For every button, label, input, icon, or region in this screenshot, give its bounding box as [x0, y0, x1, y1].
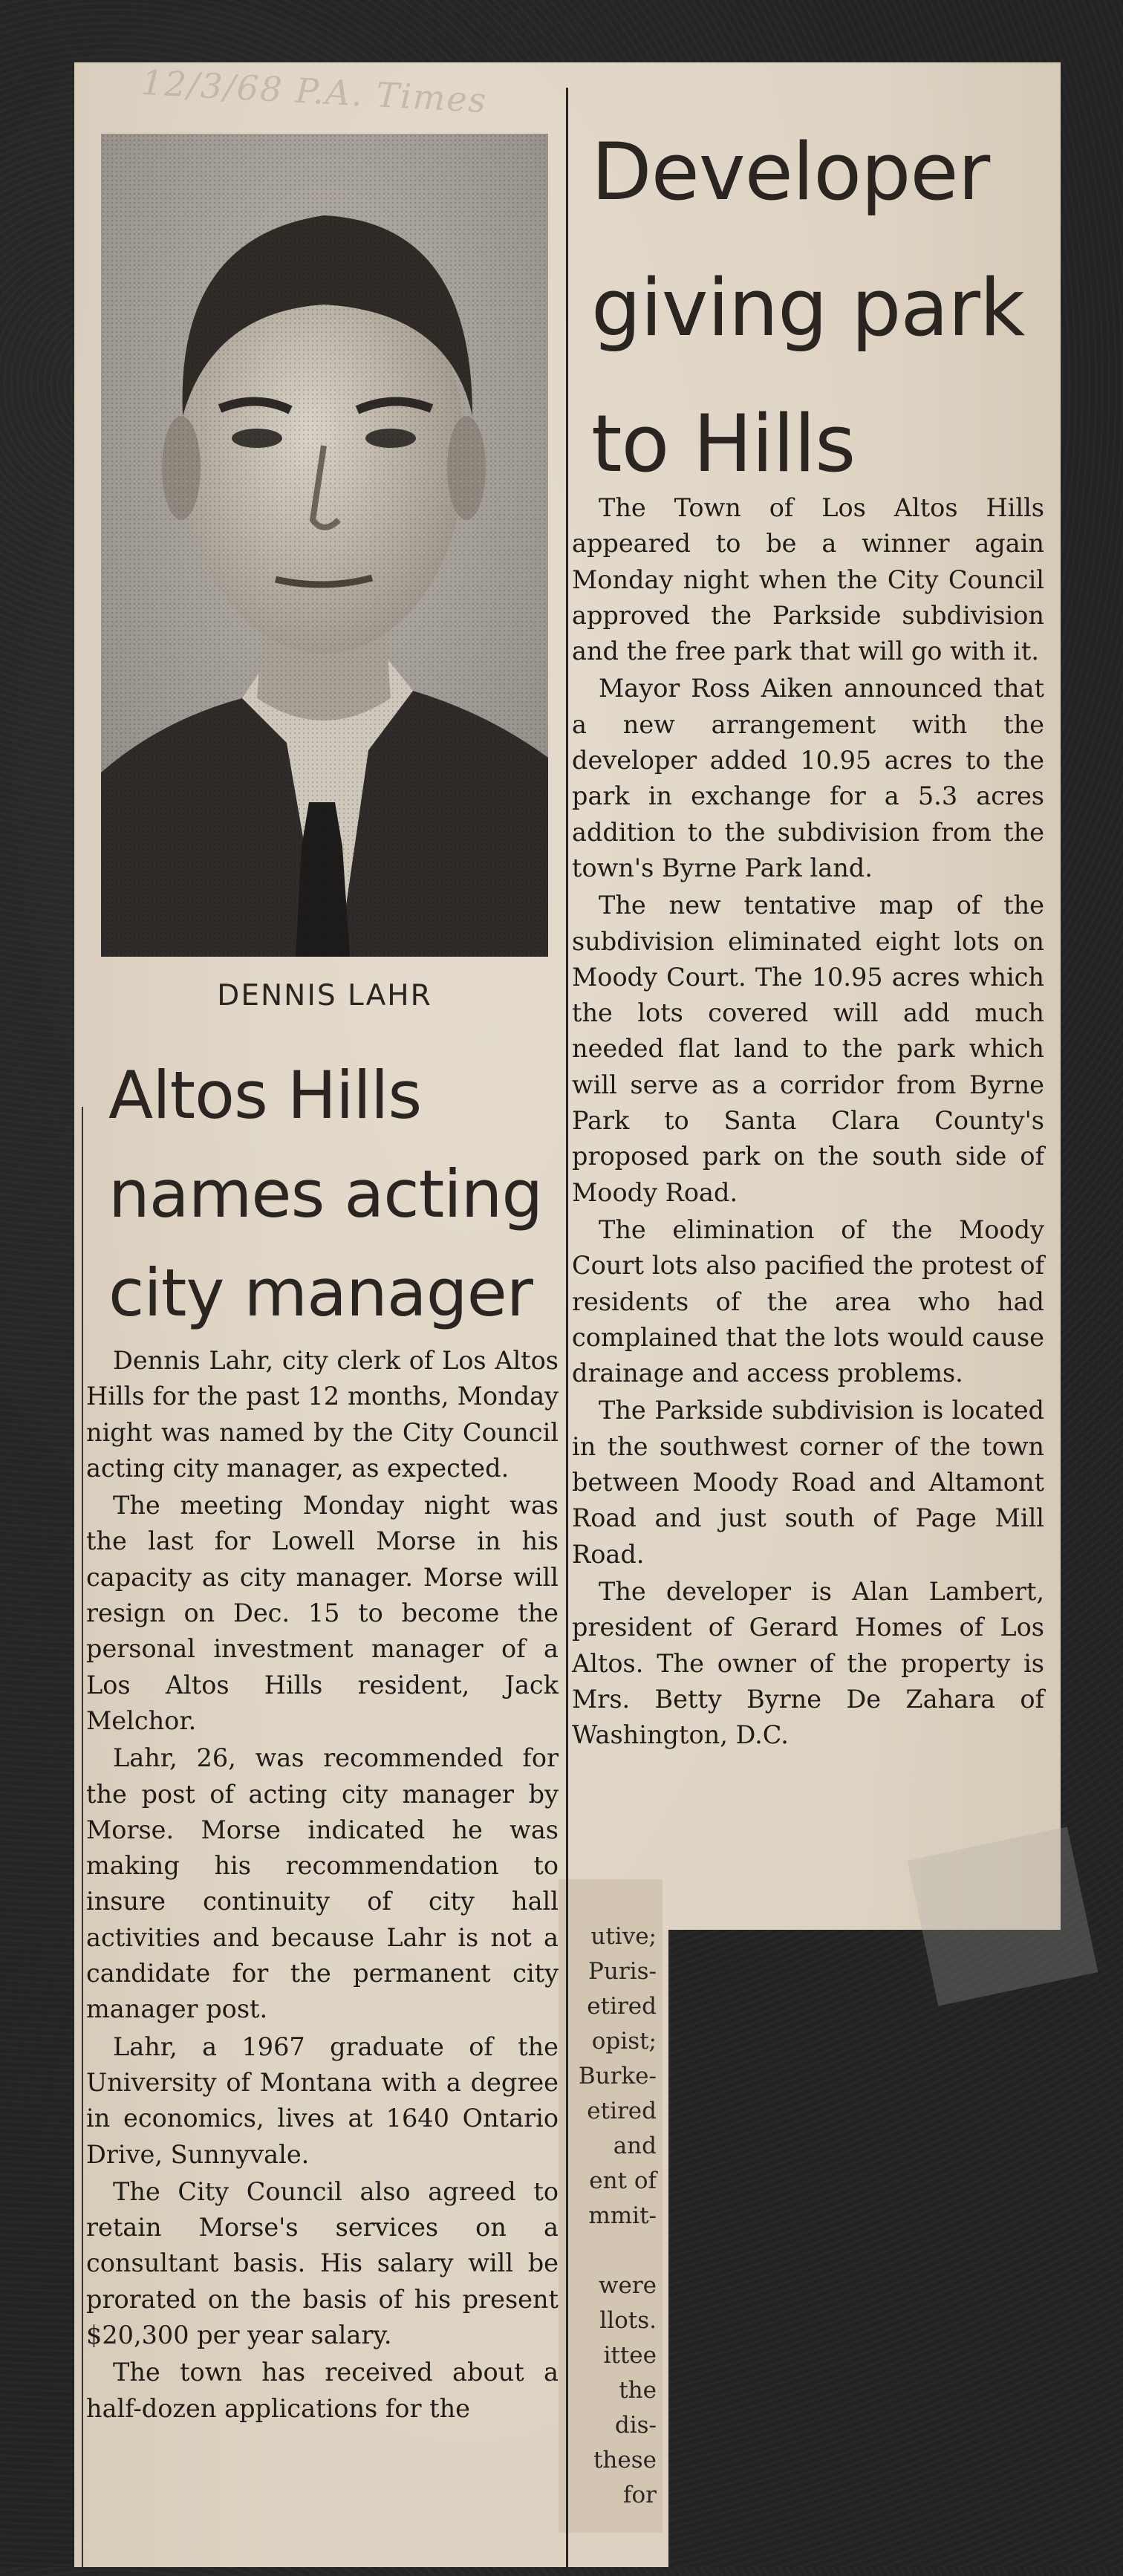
fragment-line: for — [623, 2482, 657, 2508]
adjacent-column-text — [559, 1919, 657, 2513]
fragment-line: these — [593, 2447, 657, 2473]
article-paragraph: The Parkside subdivision is located in the southwest corner of the town between Moody Road and Altamont Road and just south of Page Mill Road. — [572, 1396, 1044, 1569]
fragment-line: etired — [587, 1993, 657, 2020]
fragment-line: Puris- — [588, 1958, 657, 1985]
fragment-line: llots. — [599, 2307, 657, 2334]
article-paragraph: The Town of Los Altos Hills appeared to be a winner again Monday night when the City Council approved the Parkside subdivision and the free park that will go with it. — [572, 493, 1044, 666]
headline-line: city manager — [108, 1255, 533, 1331]
fragment-line: dis- — [614, 2412, 657, 2439]
portrait-photo — [101, 134, 548, 957]
article-paragraph: Lahr, a 1967 graduate of the University of Montana with a degree in economics, lives at 1640 Ontario Drive, Sunnyvale. — [86, 2032, 559, 2169]
article-paragraph: The meeting Monday night was the last for Lowell Morse in his capacity as city manager. Morse will resign on Dec. 15 to become the personal investment manager of a Los Altos Hills resident, Jack Melchor. — [86, 1491, 559, 1735]
fragment-line — [559, 2234, 657, 2268]
headline-line: Altos Hills — [108, 1057, 422, 1133]
article-paragraph: The developer is Alan Lambert, president of Gerard Homes of Los Altos. The owner of the property is Mrs. Betty Byrne De Zahara of Washington, D.C. — [572, 1576, 1044, 1750]
article-paragraph: Dennis Lahr, city clerk of Los Altos Hills for the past 12 months, Monday night was named by the City Council acting city manager, as expected. — [86, 1346, 559, 1483]
portrait-illustration — [101, 134, 548, 957]
left-column-edge — [82, 1107, 83, 2567]
article-paragraph: The new tentative map of the subdivision eliminated eight lots on Moody Court. The 10.95 acres which the lots covered will add much needed flat land to the park which will serve as a corridor from Byrne Park to Santa Clara County's proposed park on the south side of Moody Road. — [572, 891, 1044, 1207]
article-paragraph: The town has received about a half-dozen applications for the — [86, 2358, 559, 2423]
headline-line: giving park — [591, 262, 1025, 354]
fragment-line: Burke- — [578, 2063, 657, 2089]
fragment-line: opist; — [591, 2028, 657, 2055]
article-paragraph: Lahr, 26, was recommended for the post of acting city manager by Morse. Morse indicated he was making his recommendation to insure continuity of city hall activities and because Lahr is not a candidate for the permanent city manager post. — [86, 1743, 559, 2024]
article-paragraph: Mayor Ross Aiken announced that a new arrangement with the developer added 10.95 acres to the park in exchange for a 5.3 acres addition to the subdivision from the town's Byrne Park land. — [572, 674, 1044, 882]
fragment-line: ent of — [589, 2167, 657, 2194]
article-paragraph: The elimination of the Moody Court lots also pacified the protest of residents of the area who had complained that the lots would cause drainage and access problems. — [572, 1214, 1044, 1388]
developer-article-body — [572, 490, 1044, 1754]
fragment-line: mmit- — [588, 2202, 657, 2229]
city-manager-article-body — [86, 1343, 559, 2428]
photo-caption: DENNIS LAHR — [217, 979, 432, 1012]
city-manager-article-headline — [108, 1046, 566, 1342]
article-paragraph: The City Council also agreed to retain Morse's services on a consultant basis. His salary will be prorated on the basis of his present $20,300 per year salary. — [86, 2176, 559, 2350]
fragment-line: etired — [587, 2098, 657, 2124]
fragment-line: ittee — [603, 2342, 657, 2369]
developer-article-headline — [591, 104, 1052, 512]
fragment-line: and — [613, 2133, 657, 2159]
fragment-line: the — [619, 2377, 657, 2404]
fragment-line: utive; — [590, 1923, 657, 1950]
headline-line: names acting — [108, 1156, 543, 1232]
headline-line: to Hills — [591, 398, 856, 489]
fragment-line: were — [598, 2272, 657, 2299]
handwritten-date-note: 12/3/68 P.A. Times — [140, 62, 489, 121]
headline-line: Developer — [591, 126, 990, 218]
